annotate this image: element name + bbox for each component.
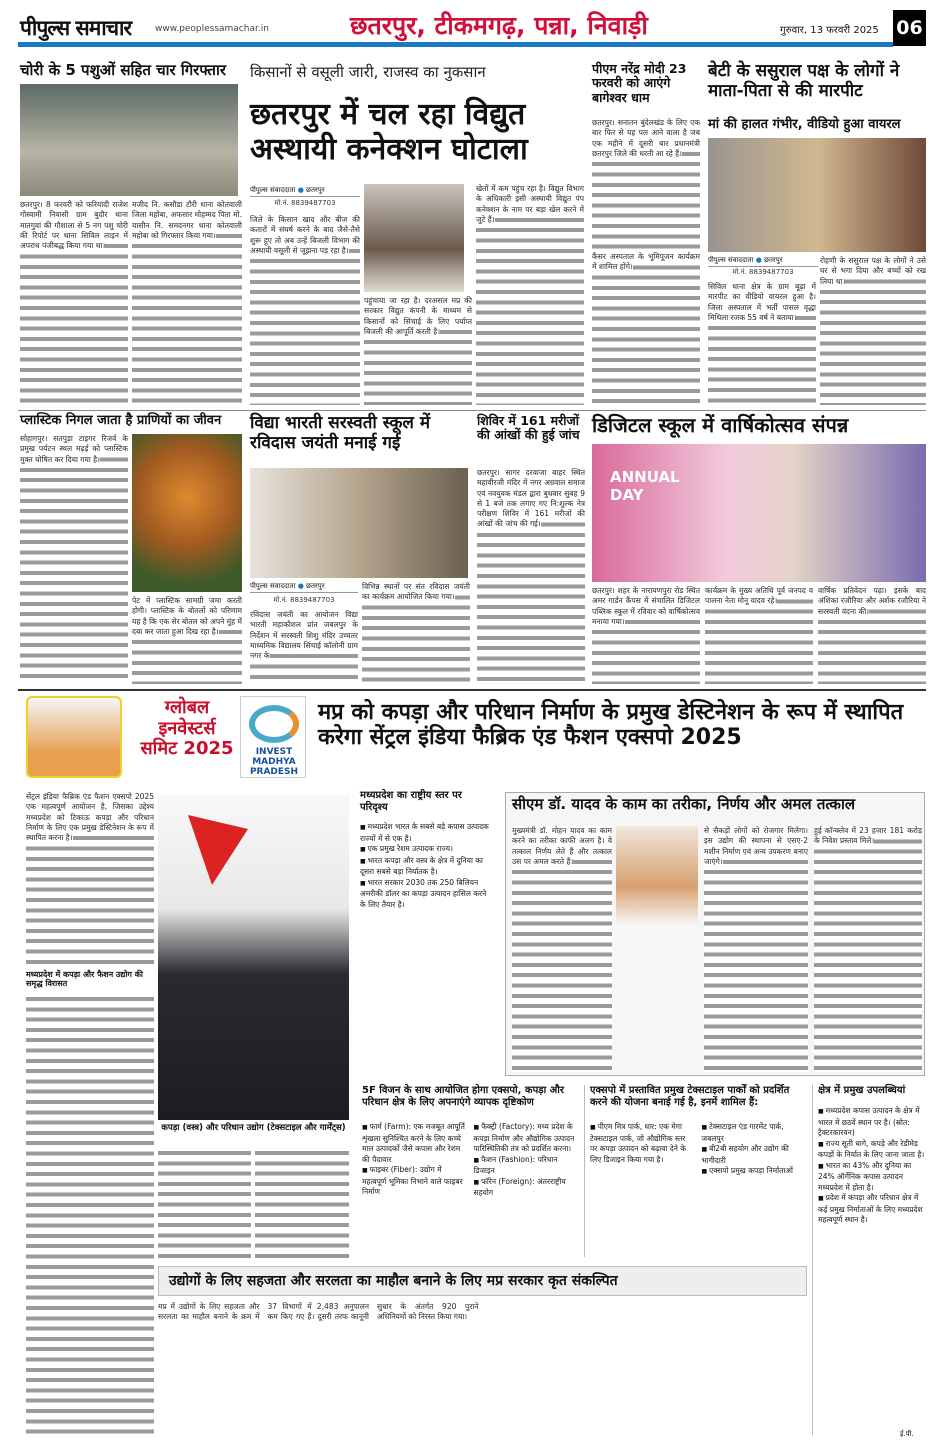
story3-text: छतरपुर। सनातन बुंदेलखंड के लिए एक बार फिर से यह पल आने वाला है जब एक महीने में दूसरी बार प्रधानमंत्री छतरपुर जिले की धरती आ रहे हैं। — [592, 118, 700, 158]
pm-portrait — [26, 696, 122, 778]
summit-title: ग्लोबल इनवेस्टर्स समिट 2025 — [140, 697, 234, 760]
photo-caption: कपड़ा (वस्त्र) और परिधान उद्योग (टेक्सटाइल और गार्मेंट्स) — [161, 1123, 346, 1133]
story6-text-col2: विभिन्न स्थानों पर संत रविदास जयंती का कार्यक्रम आयोजित किया गया। — [362, 582, 470, 602]
story3-headline: पीएम नरेंद्र मोदी 23 फरवरी को आएंगे बागेश्वर धाम — [592, 61, 687, 105]
bullet: ■ राज्य सूती धागे, कपड़े और रेडीमेड कपड़ों के निर्यात के लिए जाना जाता है। — [818, 1139, 926, 1161]
story4-byline: पीपुल्स संवाददाता ● छतरपुर — [708, 256, 818, 267]
story7-text: छतरपुर। सागर दरवाजा बाहर स्थित महावीरजी मंदिर में नगर अग्रवाल समाज एवं नवयुवक मंडल द्वारा बुधवार सुबह 9 से 1 बजे तक लगाए गए नि:शुल्क नेत्र परीक्षण शिविर में 161 मरीजों की आंखों की जांच की गई। — [477, 468, 585, 529]
bullet: ■ फैशन (Fashion): परिधान डिजाइन — [474, 1155, 578, 1177]
byline-place: छतरपुर — [764, 256, 783, 264]
story2-headline: छतरपुर में चल रहा विद्युत अस्थायी कनेक्शन घोटाला — [250, 97, 528, 167]
bullet: ■ मध्यप्रदेश कपास उत्पादन के क्षेत्र में भारत में छठवें स्थान पर है। (स्रोत: ट्रैक्टरकारवन) — [818, 1106, 926, 1139]
story6-text-col1: रविदास जयंती का आयोजन विद्या भारती महाकौशल प्रांत जबलपुर के निर्देशन में सरस्वती शिशु मंदिर उच्चतर माध्यमिक विद्यालय सिंचाई कॉलोनी ग्राम नगर के — [250, 610, 358, 661]
divider — [18, 410, 926, 411]
story4-text-col1: सिविल थाना क्षेत्र के ग्राम बूढ़ा में मारपीट का वीडियो वायरल हुआ है। जिला अस्पताल में भर्ती पासल वृद्धा मिथिला रजक 55 वर्ष ने बताया। — [708, 282, 816, 322]
story6-headline: विद्या भारती सरस्वती स्कूल में रविदास जयंती मनाई गई — [250, 413, 431, 453]
section2-title: एक्सपो में प्रस्तावित प्रमुख टेक्सटाइल पार्कों को प्रदर्शित करने की योजना बनाई गई है, इनमें शामिल हैं: — [590, 1085, 790, 1108]
byline-name: पीपुल्स संवाददाता — [250, 186, 296, 194]
story2-photo — [364, 184, 464, 292]
story1-text-col2: मजीद नि. कसौडा टौरी थाना कोतवाली जिला महोबा, अफसार मोहम्मद पिता मो. यासीन नि. समदनगर थाना कोतवाली महोबा को गिरफ्तार किया गया। — [132, 200, 242, 240]
story6-mobile: मो.नं. 8839487703 — [273, 596, 335, 604]
bullet: ■ भारत कपड़ा और वस्त्र के क्षेत्र में दुनिया का दूसरा सबसे बड़ा निर्यातक है। — [360, 856, 490, 878]
story2-kicker: किसानों से वसूली जारी, राजस्व का नुकसान — [250, 63, 486, 81]
divider — [584, 1085, 585, 1257]
section3-title: क्षेत्र में प्रमुख उपलब्धियां — [818, 1085, 906, 1096]
story4-headline: बेटी के ससुराल पक्ष के लोगों ने माता-पिता से की मारपीट — [708, 61, 900, 101]
masthead-rule — [18, 42, 893, 47]
handshake-photo — [158, 795, 349, 1120]
cm-text-col2: से सैकड़ों लोगों को रोजगार मिलेगा। इस उद्योग की स्थापना से एसए-2 मशीन निर्माण एवं अन्य उपकरण बनाए जाएंगे। — [704, 826, 808, 866]
bullet: ■ फॉरेन (Foreign): अंतरराष्ट्रीय सहयोग — [474, 1177, 578, 1199]
bullet: ■ फैक्ट्री (Factory): मध्य प्रदेश के कपड़ा निर्माण और औद्योगिक उत्पादन पारिस्थितिकी तंत्र को प्रदर्शित करना। — [474, 1122, 578, 1155]
story4-mobile: मो.नं. 8839487703 — [732, 268, 794, 276]
bullet: ■ फार्म (Farm): एक मजबूत आपूर्ति शृंखला सुनिश्चित करने के लिए कच्चे माल उत्पादकों जैसे कपास और रेशम की पैदावार — [362, 1122, 466, 1165]
story8-text-col2: कार्यक्रम के मुख्य अतिथि पूर्व जनपद व पालना नेता मोनू यादव रहे। — [705, 586, 813, 606]
mid-bullets — [360, 822, 490, 910]
section2-bullets — [590, 1122, 805, 1257]
story1-text-col1: छतरपुर। 8 फरवरी को फरियादी राजेश गोस्वामी निवासी ग्राम बुदौर थाना मातगुवां की गौशाला से 5 नग पशु चोरी की रिपोर्ट पर थाना सिविल लाइन में अपराध पंजीबद्ध किया गया था। — [20, 200, 128, 251]
story8-headline: डिजिटल स्कूल में वार्षिकोत्सव संपन्न — [592, 413, 849, 437]
cm-box-title: सीएम डॉ. यादव के काम का तरीका, निर्णय और अमल तत्काल — [512, 795, 855, 813]
cm-text-col1: मुख्यमंत्री डॉ. मोहन यादव का काम करने का तरीका काफी अलग है। वे तत्काल निर्णय लेते हैं और तत्काल उस पर अमल करते हैं। — [512, 826, 612, 866]
byline-name: पीपुल्स संवाददाता — [250, 582, 296, 590]
annual-day-photo — [592, 444, 926, 582]
story8-text-col1: छतरपुर। शहर के नारायणपुरा रोड स्थित अमर गार्डन कैंपस में संचालित डिजिटल पब्लिक स्कूल में रविवार को वार्षिकोत्सव मनाया गया। — [592, 586, 700, 626]
website-url[interactable]: www.peoplessamachar.in — [155, 24, 269, 34]
story2-text-col1: जिले के किसान खाद और बीज की कतारों में संघर्ष करने के बाद जैसे-तैसे शुरू हुए तो अब उन्हें बिजली विभाग की अस्थायी वसूली से जूझना पड़ रहा है। — [250, 215, 360, 255]
newspaper-logo: पीपुल्स समाचार — [20, 16, 132, 40]
bullet: ■ एक प्रमुख रेशम उत्पादक राज्य। — [360, 844, 490, 856]
story5-text-col2: पेट में प्लास्टिक सामग्री जमा करती होगी। प्लास्टिक के बोतलों को परिणाम यह है कि एक सेर बोतल को अपने मुंह में दबा कर जाता हुआ दिख रहा है। — [132, 596, 242, 636]
story8-text-col3: वार्षिक प्रतिवेदन पढ़ा। इसके बाद अंशिका रजौरिया और अर्शक रजौरिया ने सरस्वती वंदना की। — [818, 586, 926, 616]
bullet: ■ टेक्सटाइल एंड गारमेंट पार्क, जबलपुर — [702, 1122, 806, 1144]
story6-photo — [250, 468, 468, 578]
bullet: ■ मध्यप्रदेश भारत के सबसे बड़े कपास उत्पादक राज्यों में से एक है। — [360, 822, 490, 844]
mid-title: मध्यप्रदेश का राष्ट्रीय स्तर पर परिदृश्य — [360, 790, 462, 813]
banner-headline: उद्योगों के लिए सहजता और सरलता का माहौल बनाने के लिए मप्र सरकार कृत संकल्पित — [158, 1266, 807, 1296]
section1-bullets — [362, 1122, 577, 1257]
story4-text-col2: रोहणी के ससुराल पक्ष के लोगों ने उसे घर से भगा दिया और बच्चों को रख लिया था। — [820, 256, 926, 286]
invest-mp-logo — [240, 696, 306, 778]
cm-portrait — [616, 826, 698, 926]
story7-headline: शिविर में 161 मरीजों की आंखों की हुई जांच — [477, 413, 580, 443]
section1-title: 5F विजन के साथ आयोजित होगा एक्सपो, कपड़ा और परिधान क्षेत्र के लिए अपनाएंगे व्यापक दृष्टिकोण — [362, 1085, 564, 1108]
story6-byline: पीपुल्स संवाददाता ● छतरपुर — [250, 582, 358, 593]
story5-text-col1: सोहागपुर। सतपुड़ा टाइगर रिजर्व के प्रमुख पर्यटन स्थल मढ़ई को प्लास्टिक मुक्त घोषित कर दिया गया है। — [20, 434, 128, 464]
bullet: ■ भारत का 43% और दुनिया का 24% ऑर्गेनिक कपास उत्पादन मध्यप्रदेश में होता है। — [818, 1161, 926, 1194]
byline-place: छतरपुर — [306, 186, 325, 194]
tiger-photo — [132, 434, 242, 592]
issue-date: गुरुवार, 13 फरवरी 2025 — [780, 25, 879, 36]
banner-text: मप्र में उद्योगों के लिए सहजता और सरलता का माहौल बनाने के क्रम में 37 विभागों में 2,483 अनुपालन कम किए गए हैं। दूसरी तरफ कानूनी सुधार के अंतर्गत 920 पुराने अधिनियमों को निरस्त किया गया। — [158, 1302, 479, 1322]
story1-photo — [20, 84, 238, 196]
story2-text-col2: पहुंचाया जा रहा है। दरअसल मप्र की सरकार विद्युत कंपनी के माध्यम से किसानों को सिंचाई के लिए पर्याप्त बिजली की आपूर्ति करती है। — [364, 296, 472, 336]
story1-headline: चोरी के 5 पशुओं सहित चार गिरफ्तार — [20, 61, 226, 79]
story2-text-col3: खेतों में कम पहुंच रहा है। विद्युत विभाग के अधिकारी इसी अस्थायी विद्युत पंप कनेक्शन के नाम पर बड़ा खेल करने में जुटे हैं। — [476, 184, 584, 224]
bullet: ■ एक्सपो प्रमुख कपड़ा निर्माताओं — [702, 1166, 806, 1178]
feature-left-subhead: मध्यप्रदेश में कपड़ा और फैशन उद्योग की समृद्ध विरासत — [26, 970, 143, 989]
invest-logo-text: INVEST MADHYA PRADESH — [249, 747, 299, 777]
section3-bullets — [818, 1106, 926, 1431]
story3-text-continued: कैंसर अस्पताल के भूमिपूजन कार्यक्रम में शामिल होंगे। — [592, 252, 700, 272]
feature-headline: मप्र को कपड़ा और परिधान निर्माण के प्रमुख डेस्टिनेशन के रूप में स्थापित करेगा सेंट्रल इंडिया फैब्रिक एंड फैशन एक्सपो 2025 — [318, 700, 904, 751]
story2-byline: पीपुल्स संवाददाता ● छतरपुर — [250, 186, 360, 197]
bullet: ■ बी2बी सहयोग और उद्योग की भागीदारी — [702, 1144, 806, 1166]
edition-title: छतरपुर, टीकमगढ़, पन्ना, निवाड़ी — [350, 11, 648, 40]
bullet: ■ प्रदेश में कपड़ा और परिधान क्षेत्र में कई प्रमुख निर्माताओं के लिए मध्यप्रदेश महत्वपूर्ण स्थान है। — [818, 1193, 926, 1226]
feature-left-text: सेंट्रल इंडिया फैब्रिक एंड फैशन एक्सपो 2025 एक महत्वपूर्ण आयोजन है, जिसका उद्देश्य मध्यप्रदेश को टिकाऊ कपड़ा और परिधान निर्माण के लिए एक प्रमुख डेस्टिनेशन के रूप में स्थापित करना है। — [26, 792, 154, 843]
bullet: ■ भारत सरकार 2030 तक 250 बिलियन अमरीकी डॉलर का कपड़ा उत्पादन हासिल करने के लिए तैयार है। — [360, 878, 490, 911]
story4-photo — [708, 138, 926, 252]
story4-subheadline: मां की हालत गंभीर, वीडियो हुआ वायरल — [708, 117, 901, 132]
story2-mobile: मो.नं. 8839487703 — [274, 199, 336, 207]
story5-headline: प्लास्टिक निगल जाता है प्राणियों का जीवन — [20, 413, 222, 428]
cm-text-col3: हुई कॉन्क्लेव में 23 हजार 181 करोड़ के निवेश प्रस्ताव मिले। — [814, 826, 922, 846]
page-number: 06 — [893, 10, 926, 46]
byline-place: छतरपुर — [306, 582, 325, 590]
divider — [18, 689, 926, 691]
annual-day-banner: ANNUAL DAY — [610, 468, 680, 504]
byline-name: पीपुल्स संवाददाता — [708, 256, 754, 264]
bullet: ■ फाइबर (Fiber): उद्योग में महत्वपूर्ण भूमिका निभाने वाले फाइबर निर्माण — [362, 1165, 466, 1198]
divider — [812, 1085, 813, 1435]
footer-tag: ई.पी. — [900, 1430, 914, 1438]
bullet: ■ पीएम मित्र पार्क, धार: एक मेगा टेक्सटाइल पार्क, जो औद्योगिक स्तर पर कपड़ा उत्पादन को बढ़ावा देने के लिए डिजाइन किया गया है। — [590, 1122, 694, 1165]
